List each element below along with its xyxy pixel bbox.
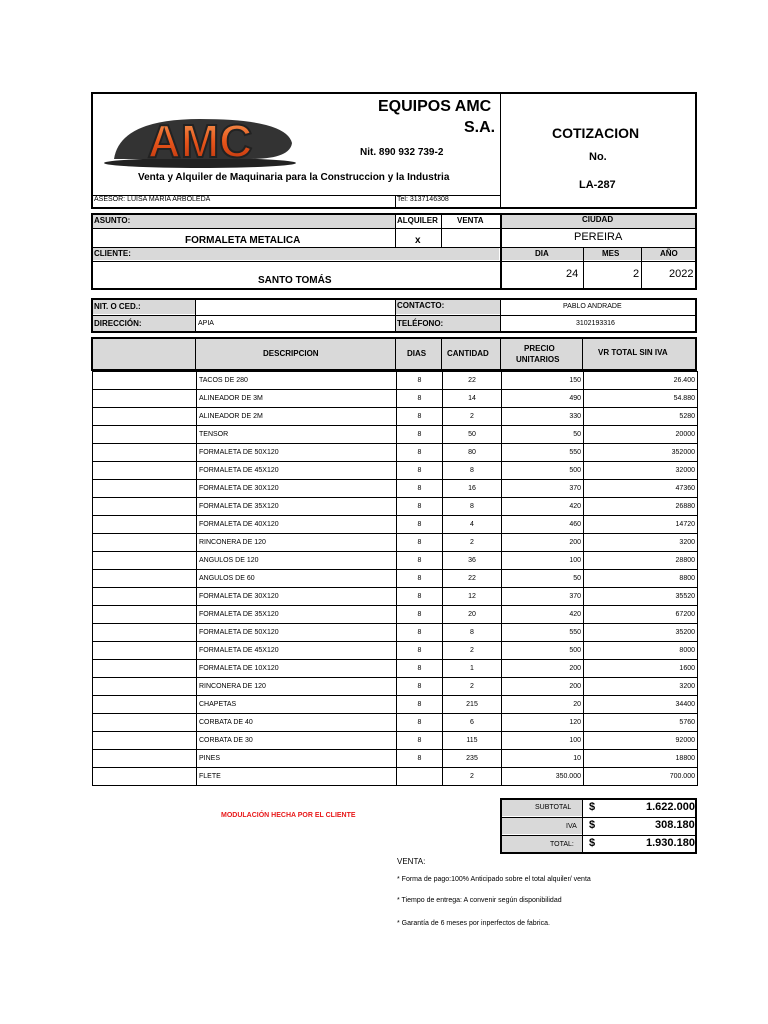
cell-cantidad: 36 bbox=[443, 552, 502, 570]
cell-total: 700.000 bbox=[584, 768, 698, 786]
header-total: VR TOTAL SIN IVA bbox=[598, 348, 668, 357]
cell-total: 26880 bbox=[584, 498, 698, 516]
cell-cantidad: 8 bbox=[443, 498, 502, 516]
total-value: 1.930.180 bbox=[646, 837, 695, 849]
cell-descripcion: TACOS DE 280 bbox=[197, 372, 397, 390]
contacto-label: CONTACTO: bbox=[397, 301, 445, 310]
cell-total: 8000 bbox=[584, 642, 698, 660]
alquiler-mark: x bbox=[415, 235, 421, 246]
cell-blank bbox=[93, 570, 197, 588]
cell-dias: 8 bbox=[397, 570, 443, 588]
cell-precio: 370 bbox=[502, 480, 584, 498]
tel-text: Tel: 3137146308 bbox=[397, 196, 449, 203]
cell-dias: 8 bbox=[397, 516, 443, 534]
cell-cantidad: 20 bbox=[443, 606, 502, 624]
table-row bbox=[93, 480, 698, 498]
cell-dias: 8 bbox=[397, 534, 443, 552]
dia-label: DIA bbox=[535, 249, 549, 258]
table-row bbox=[93, 696, 698, 714]
cell-blank bbox=[93, 516, 197, 534]
cell-cantidad: 115 bbox=[443, 732, 502, 750]
cell-dias: 8 bbox=[397, 714, 443, 732]
cell-blank bbox=[93, 408, 197, 426]
cell-cantidad: 4 bbox=[443, 516, 502, 534]
cell-total: 3200 bbox=[584, 534, 698, 552]
telefono-value: 3102193316 bbox=[576, 320, 615, 327]
cell-dias: 8 bbox=[397, 462, 443, 480]
header-descripcion: DESCRIPCION bbox=[263, 349, 319, 358]
header-dias: DIAS bbox=[407, 349, 427, 358]
cell-blank bbox=[93, 426, 197, 444]
header-cantidad: CANTIDAD bbox=[447, 349, 489, 358]
cell-blank bbox=[93, 696, 197, 714]
cell-cantidad: 22 bbox=[443, 372, 502, 390]
table-row bbox=[93, 732, 698, 750]
cell-dias bbox=[397, 768, 443, 786]
cell-precio: 500 bbox=[502, 642, 584, 660]
cell-precio: 20 bbox=[502, 696, 584, 714]
table-row bbox=[93, 552, 698, 570]
table-row bbox=[93, 750, 698, 768]
header-precio-1: PRECIO bbox=[524, 344, 555, 353]
cell-descripcion: ANGULOS DE 120 bbox=[197, 552, 397, 570]
doc-title: COTIZACION bbox=[552, 125, 640, 141]
cell-descripcion: FORMALETA DE 10X120 bbox=[197, 660, 397, 678]
cell-descripcion: FORMALETA DE 35X120 bbox=[197, 498, 397, 516]
cell-dias: 8 bbox=[397, 696, 443, 714]
logo-text: AMC bbox=[147, 115, 253, 167]
cell-precio: 490 bbox=[502, 390, 584, 408]
table-row bbox=[93, 534, 698, 552]
cell-cantidad: 1 bbox=[443, 660, 502, 678]
table-row bbox=[93, 390, 698, 408]
cell-cantidad: 16 bbox=[443, 480, 502, 498]
cell-precio: 420 bbox=[502, 606, 584, 624]
subtotal-currency: $ bbox=[589, 801, 596, 813]
direccion-value: APIA bbox=[198, 320, 214, 327]
anio-value: 2022 bbox=[669, 268, 694, 280]
cell-cantidad: 2 bbox=[443, 642, 502, 660]
table-row bbox=[93, 570, 698, 588]
nit-label: NIT. O CED.: bbox=[94, 302, 141, 311]
cell-dias: 8 bbox=[397, 660, 443, 678]
table-row bbox=[93, 444, 698, 462]
table-row bbox=[93, 516, 698, 534]
iva-label: IVA bbox=[566, 823, 577, 830]
cell-descripcion: FORMALETA DE 30X120 bbox=[197, 480, 397, 498]
table-row bbox=[93, 768, 698, 786]
cell-cantidad: 235 bbox=[443, 750, 502, 768]
cell-dias: 8 bbox=[397, 642, 443, 660]
company-nit: Nit. 890 932 739-2 bbox=[360, 147, 444, 158]
mes-value: 2 bbox=[633, 268, 640, 280]
cell-cantidad: 2 bbox=[443, 768, 502, 786]
cell-blank bbox=[93, 552, 197, 570]
cell-descripcion: CHAPETAS bbox=[197, 696, 397, 714]
ciudad-label: CIUDAD bbox=[582, 215, 614, 224]
cell-total: 20000 bbox=[584, 426, 698, 444]
cell-dias: 8 bbox=[397, 480, 443, 498]
cell-total: 5280 bbox=[584, 408, 698, 426]
cell-total: 26.400 bbox=[584, 372, 698, 390]
telefono-label: TELÉFONO: bbox=[397, 319, 444, 328]
cell-descripcion: FORMALETA DE 50X120 bbox=[197, 624, 397, 642]
cell-precio: 330 bbox=[502, 408, 584, 426]
cell-descripcion: FORMALETA DE 50X120 bbox=[197, 444, 397, 462]
cell-precio: 500 bbox=[502, 462, 584, 480]
total-label: TOTAL: bbox=[550, 841, 574, 848]
venta-label: VENTA bbox=[457, 216, 484, 225]
subtotal-value: 1.622.000 bbox=[646, 801, 695, 813]
cell-blank bbox=[93, 498, 197, 516]
alquiler-label: ALQUILER bbox=[397, 216, 438, 225]
terms-line-2: * Tiempo de entrega: A convenir según disponibilidad bbox=[397, 897, 562, 904]
cell-total: 352000 bbox=[584, 444, 698, 462]
contacto-value: PABLO ANDRADE bbox=[563, 303, 622, 310]
cell-descripcion: FORMALETA DE 30X120 bbox=[197, 588, 397, 606]
header-precio-2: UNITARIOS bbox=[516, 355, 560, 364]
cell-blank bbox=[93, 660, 197, 678]
cell-descripcion: RINCONERA DE 120 bbox=[197, 534, 397, 552]
company-logo bbox=[100, 113, 300, 169]
cell-total: 92000 bbox=[584, 732, 698, 750]
cliente-value: SANTO TOMÁS bbox=[258, 275, 332, 286]
cell-total: 14720 bbox=[584, 516, 698, 534]
cell-descripcion: ALINEADOR DE 2M bbox=[197, 408, 397, 426]
total-currency: $ bbox=[589, 837, 596, 849]
cell-total: 35520 bbox=[584, 588, 698, 606]
cell-cantidad: 8 bbox=[443, 624, 502, 642]
cell-precio: 150 bbox=[502, 372, 584, 390]
cell-blank bbox=[93, 534, 197, 552]
cell-precio: 100 bbox=[502, 732, 584, 750]
cell-total: 18800 bbox=[584, 750, 698, 768]
cell-descripcion: ANGULOS DE 60 bbox=[197, 570, 397, 588]
cell-blank bbox=[93, 606, 197, 624]
cell-precio: 550 bbox=[502, 624, 584, 642]
table-row bbox=[93, 714, 698, 732]
cell-cantidad: 12 bbox=[443, 588, 502, 606]
cell-total: 47360 bbox=[584, 480, 698, 498]
cell-dias: 8 bbox=[397, 750, 443, 768]
cell-blank bbox=[93, 372, 197, 390]
cell-precio: 350.000 bbox=[502, 768, 584, 786]
table-row bbox=[93, 588, 698, 606]
cell-dias: 8 bbox=[397, 552, 443, 570]
cell-cantidad: 215 bbox=[443, 696, 502, 714]
cell-total: 28800 bbox=[584, 552, 698, 570]
cell-cantidad: 2 bbox=[443, 534, 502, 552]
cell-descripcion: FORMALETA DE 45X120 bbox=[197, 462, 397, 480]
cell-total: 67200 bbox=[584, 606, 698, 624]
company-name: EQUIPOS AMC bbox=[378, 98, 492, 115]
cliente-label: CLIENTE: bbox=[94, 249, 131, 258]
cell-descripcion: CORBATA DE 40 bbox=[197, 714, 397, 732]
cell-precio: 370 bbox=[502, 588, 584, 606]
cell-blank bbox=[93, 624, 197, 642]
cell-blank bbox=[93, 480, 197, 498]
cell-blank bbox=[93, 588, 197, 606]
table-row bbox=[93, 660, 698, 678]
cell-descripcion: TENSOR bbox=[197, 426, 397, 444]
cell-precio: 460 bbox=[502, 516, 584, 534]
asunto-value: FORMALETA METALICA bbox=[185, 235, 301, 246]
cell-blank bbox=[93, 732, 197, 750]
items-table bbox=[92, 371, 698, 786]
dia-value: 24 bbox=[566, 268, 579, 280]
cell-total: 1600 bbox=[584, 660, 698, 678]
cell-blank bbox=[93, 444, 197, 462]
cell-total: 34400 bbox=[584, 696, 698, 714]
cell-cantidad: 80 bbox=[443, 444, 502, 462]
cell-cantidad: 2 bbox=[443, 408, 502, 426]
cell-blank bbox=[93, 642, 197, 660]
cell-dias: 8 bbox=[397, 588, 443, 606]
company-suffix: S.A. bbox=[464, 119, 496, 136]
cell-precio: 550 bbox=[502, 444, 584, 462]
cell-total: 3200 bbox=[584, 678, 698, 696]
cell-descripcion: RINCONERA DE 120 bbox=[197, 678, 397, 696]
modulacion-note: MODULACIÓN HECHA POR EL CLIENTE bbox=[221, 812, 356, 819]
cell-total: 32000 bbox=[584, 462, 698, 480]
cell-precio: 420 bbox=[502, 498, 584, 516]
cell-dias: 8 bbox=[397, 426, 443, 444]
cell-dias: 8 bbox=[397, 390, 443, 408]
asesor-text: ASESOR: LUISA MARIA ARBOLEDA bbox=[94, 196, 211, 203]
cell-descripcion: FORMALETA DE 35X120 bbox=[197, 606, 397, 624]
table-row bbox=[93, 408, 698, 426]
cell-precio: 50 bbox=[502, 570, 584, 588]
doc-no-label: No. bbox=[589, 151, 607, 163]
cell-blank bbox=[93, 768, 197, 786]
cell-descripcion: PINES bbox=[197, 750, 397, 768]
cell-descripcion: FORMALETA DE 40X120 bbox=[197, 516, 397, 534]
ciudad-value: PEREIRA bbox=[574, 231, 623, 243]
cell-descripcion: CORBATA DE 30 bbox=[197, 732, 397, 750]
table-row bbox=[93, 642, 698, 660]
table-row bbox=[93, 678, 698, 696]
direccion-label: DIRECCIÓN: bbox=[94, 319, 142, 328]
cell-descripcion: FORMALETA DE 45X120 bbox=[197, 642, 397, 660]
company-tagline: Venta y Alquiler de Maquinaria para la Construccion y la Industria bbox=[138, 172, 450, 183]
cell-dias: 8 bbox=[397, 606, 443, 624]
cell-cantidad: 8 bbox=[443, 462, 502, 480]
cell-total: 35200 bbox=[584, 624, 698, 642]
cell-total: 54.880 bbox=[584, 390, 698, 408]
cell-dias: 8 bbox=[397, 678, 443, 696]
cell-cantidad: 22 bbox=[443, 570, 502, 588]
cell-dias: 8 bbox=[397, 372, 443, 390]
terms-line-1: * Forma de pago:100% Anticipado sobre el total alquiler/ venta bbox=[397, 876, 591, 883]
cell-cantidad: 14 bbox=[443, 390, 502, 408]
table-row bbox=[93, 372, 698, 390]
cell-precio: 50 bbox=[502, 426, 584, 444]
cell-precio: 200 bbox=[502, 678, 584, 696]
cell-dias: 8 bbox=[397, 732, 443, 750]
iva-value: 308.180 bbox=[655, 819, 695, 831]
cell-blank bbox=[93, 714, 197, 732]
cell-blank bbox=[93, 390, 197, 408]
table-row bbox=[93, 624, 698, 642]
table-row bbox=[93, 498, 698, 516]
terms-venta: VENTA: bbox=[397, 857, 426, 866]
anio-label: AÑO bbox=[660, 249, 678, 258]
cell-total: 5760 bbox=[584, 714, 698, 732]
cell-precio: 100 bbox=[502, 552, 584, 570]
iva-currency: $ bbox=[589, 819, 596, 831]
cell-blank bbox=[93, 462, 197, 480]
terms-line-3: * Garantía de 6 meses por inperfectos de fabrica. bbox=[397, 920, 550, 927]
cell-cantidad: 6 bbox=[443, 714, 502, 732]
cell-descripcion: FLETE bbox=[197, 768, 397, 786]
doc-no-value: LA-287 bbox=[579, 179, 616, 191]
cell-precio: 200 bbox=[502, 534, 584, 552]
table-row bbox=[93, 606, 698, 624]
cell-total: 8800 bbox=[584, 570, 698, 588]
subtotal-label: SUBTOTAL bbox=[535, 804, 572, 811]
cell-dias: 8 bbox=[397, 408, 443, 426]
table-row bbox=[93, 426, 698, 444]
cell-dias: 8 bbox=[397, 498, 443, 516]
cell-descripcion: ALINEADOR DE 3M bbox=[197, 390, 397, 408]
cell-cantidad: 50 bbox=[443, 426, 502, 444]
table-row bbox=[93, 462, 698, 480]
cell-dias: 8 bbox=[397, 444, 443, 462]
mes-label: MES bbox=[602, 249, 620, 258]
cell-blank bbox=[93, 678, 197, 696]
cell-precio: 10 bbox=[502, 750, 584, 768]
cell-dias: 8 bbox=[397, 624, 443, 642]
asunto-label: ASUNTO: bbox=[94, 216, 131, 225]
cell-cantidad: 2 bbox=[443, 678, 502, 696]
cell-blank bbox=[93, 750, 197, 768]
cell-precio: 120 bbox=[502, 714, 584, 732]
cell-precio: 200 bbox=[502, 660, 584, 678]
